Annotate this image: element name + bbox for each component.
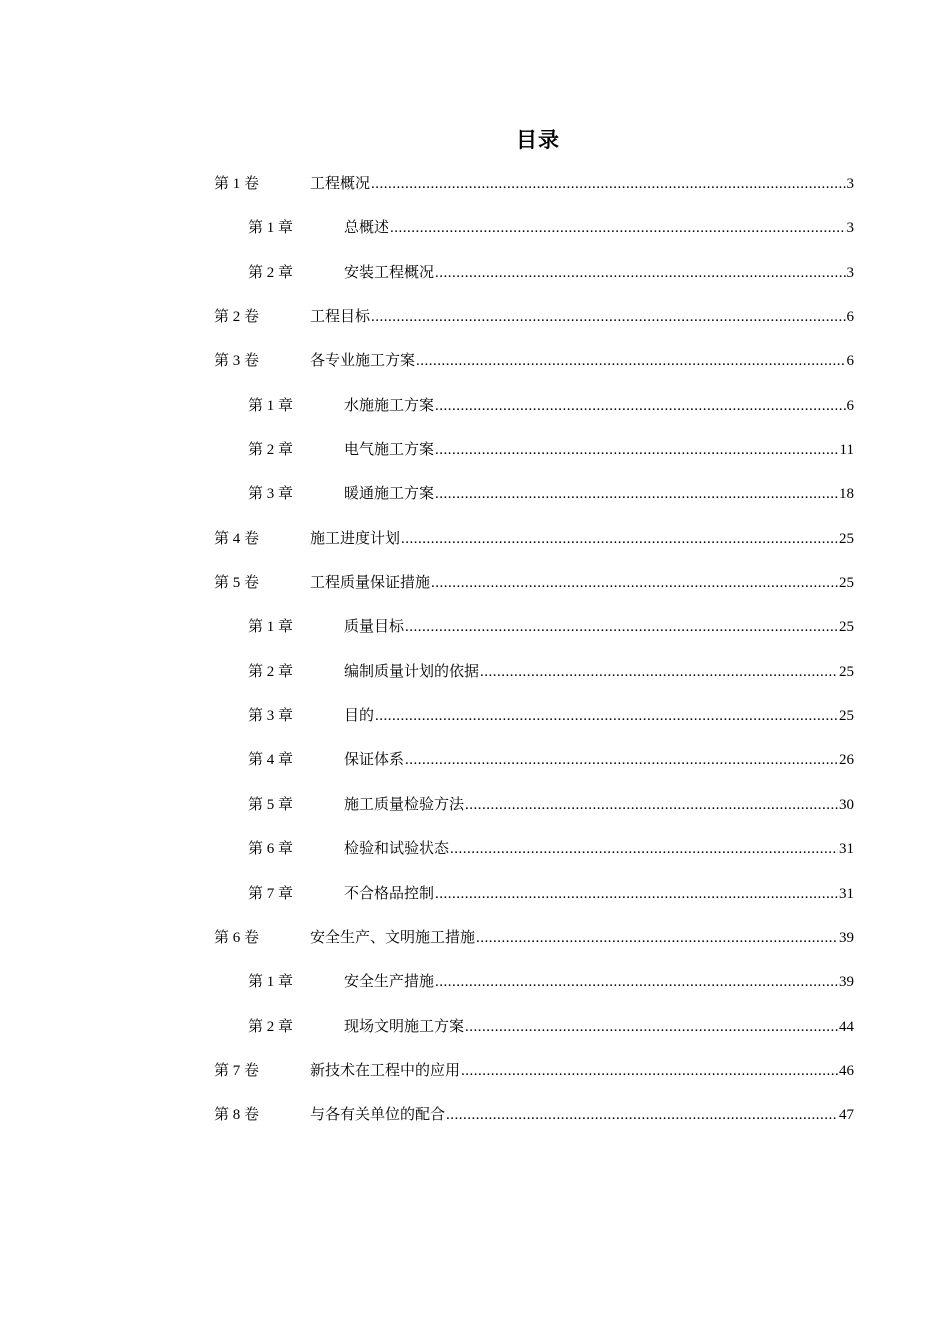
toc-entry-page: 11 (839, 442, 854, 459)
toc-entry-number: 第 1 章 (248, 220, 294, 237)
toc-entry[interactable] (0, 561, 950, 605)
toc-entry[interactable] (0, 472, 950, 516)
dot-leader (390, 206, 845, 250)
toc-entry-title: 编制质量计划的依据 (344, 663, 480, 680)
toc-entry-number: 第 1 卷 (214, 176, 260, 192)
toc-entry[interactable] (0, 162, 950, 206)
toc-entry-number: 第 5 卷 (214, 575, 260, 592)
toc-entry-number: 第 1 章 (248, 974, 294, 991)
toc-entry-title: 水施施工方案 (344, 397, 435, 414)
toc-entry-number: 第 8 卷 (214, 1107, 260, 1124)
dot-leader (401, 517, 838, 561)
toc-entry-title: 与各有关单位的配合 (310, 1107, 446, 1124)
toc-entry-number: 第 3 章 (248, 708, 294, 725)
toc-entry-number: 第 2 卷 (214, 309, 260, 326)
toc-entry-title: 各专业施工方案 (310, 353, 416, 370)
toc-entry-page: 30 (839, 796, 854, 813)
dot-leader (405, 605, 838, 649)
toc-entry-number: 第 2 章 (248, 442, 294, 459)
toc-entry-number: 第 7 卷 (214, 1062, 260, 1079)
toc-entry-page: 39 (839, 929, 854, 946)
dot-leader (465, 1005, 838, 1049)
toc-entry-title: 新技术在工程中的应用 (310, 1062, 461, 1079)
toc-entry-page: 6 (846, 397, 854, 414)
toc-entry[interactable] (0, 251, 950, 295)
dot-leader (446, 1093, 838, 1137)
dot-leader (416, 339, 845, 383)
toc-entry-number: 第 6 章 (248, 841, 294, 858)
toc-entry[interactable] (0, 694, 950, 738)
toc-entry-title: 安全生产措施 (344, 974, 435, 991)
toc-entry-title: 质量目标 (344, 619, 405, 636)
toc-entry-title: 保证体系 (344, 752, 405, 769)
toc-entry-page: 26 (839, 752, 854, 769)
toc-entry-number: 第 1 章 (248, 397, 294, 414)
toc-entry-page: 25 (839, 619, 854, 636)
dot-leader (375, 694, 838, 738)
dot-leader (465, 783, 838, 827)
toc-entry-page: 31 (839, 841, 854, 858)
toc-entry-page: 39 (839, 974, 854, 991)
dot-leader (480, 650, 838, 694)
toc-entry[interactable] (0, 605, 950, 649)
toc-entry-title: 工程目标 (310, 309, 371, 326)
dot-leader (435, 872, 838, 916)
toc-entry[interactable] (0, 339, 950, 383)
toc-entry-title: 安装工程概况 (344, 264, 435, 281)
toc-entry[interactable] (0, 738, 950, 782)
toc-entry-title: 目的 (344, 708, 375, 725)
toc-entry-title: 检验和试验状态 (344, 841, 450, 858)
toc-entry[interactable] (0, 1005, 950, 1049)
toc-entry[interactable] (0, 384, 950, 428)
toc-entry[interactable] (0, 428, 950, 472)
toc-entry[interactable] (0, 783, 950, 827)
dot-leader (435, 251, 845, 295)
toc-entry-page: 25 (839, 575, 854, 592)
toc-entry-title: 工程质量保证措施 (310, 575, 431, 592)
toc-entry[interactable] (0, 517, 950, 561)
toc-entry-title: 工程概况 (310, 176, 371, 192)
dot-leader (461, 1049, 838, 1093)
toc-entry[interactable] (0, 1049, 950, 1093)
toc-entry-number: 第 6 卷 (214, 929, 260, 946)
toc-list (0, 162, 950, 1138)
toc-entry-number: 第 2 章 (248, 1018, 294, 1035)
toc-entry[interactable] (0, 872, 950, 916)
dot-leader (435, 384, 845, 428)
dot-leader (371, 295, 845, 339)
toc-entry[interactable] (0, 960, 950, 1004)
toc-entry-title: 总概述 (344, 220, 390, 237)
toc-entry[interactable] (0, 1093, 950, 1137)
toc-entry-title: 施工质量检验方法 (344, 796, 465, 813)
toc-entry-title: 不合格品控制 (344, 885, 435, 902)
toc-entry-page: 25 (839, 663, 854, 680)
dot-leader (450, 827, 838, 871)
toc-entry-page: 44 (839, 1018, 854, 1035)
toc-entry-number: 第 7 章 (248, 885, 294, 902)
dot-leader (405, 738, 838, 782)
dot-leader (435, 428, 839, 472)
toc-entry-title: 现场文明施工方案 (344, 1018, 465, 1035)
toc-entry[interactable] (0, 916, 950, 960)
toc-entry-page: 3 (846, 176, 854, 192)
toc-entry-title: 暖通施工方案 (344, 486, 435, 503)
toc-entry-number: 第 5 章 (248, 796, 294, 813)
toc-title: 目录 (516, 128, 560, 152)
toc-entry-page: 6 (846, 353, 854, 370)
toc-entry-page: 31 (839, 885, 854, 902)
toc-entry-number: 第 3 卷 (214, 353, 260, 370)
toc-entry-page: 25 (839, 708, 854, 725)
toc-entry-page: 18 (839, 486, 854, 503)
toc-entry-page: 3 (846, 264, 854, 281)
dot-leader (435, 472, 838, 516)
toc-entry-title: 安全生产、文明施工措施 (310, 929, 476, 946)
toc-entry[interactable] (0, 650, 950, 694)
toc-entry-page: 46 (839, 1062, 854, 1079)
toc-entry-number: 第 2 章 (248, 663, 294, 680)
toc-entry-number: 第 4 卷 (214, 530, 260, 547)
toc-entry-number: 第 4 章 (248, 752, 294, 769)
toc-entry[interactable] (0, 206, 950, 250)
dot-leader (371, 162, 845, 206)
dot-leader (435, 960, 838, 1004)
toc-entry-page: 6 (846, 309, 854, 326)
toc-entry-title: 施工进度计划 (310, 530, 401, 547)
dot-leader (476, 916, 838, 960)
toc-entry-page: 3 (846, 220, 854, 237)
toc-entry[interactable] (0, 827, 950, 871)
toc-entry-number: 第 2 章 (248, 264, 294, 281)
toc-entry-number: 第 3 章 (248, 486, 294, 503)
toc-entry-title: 电气施工方案 (344, 442, 435, 459)
toc-entry-page: 47 (839, 1107, 854, 1124)
toc-entry-page: 25 (839, 530, 854, 547)
toc-entry[interactable] (0, 295, 950, 339)
toc-entry-number: 第 1 章 (248, 619, 294, 636)
dot-leader (431, 561, 838, 605)
